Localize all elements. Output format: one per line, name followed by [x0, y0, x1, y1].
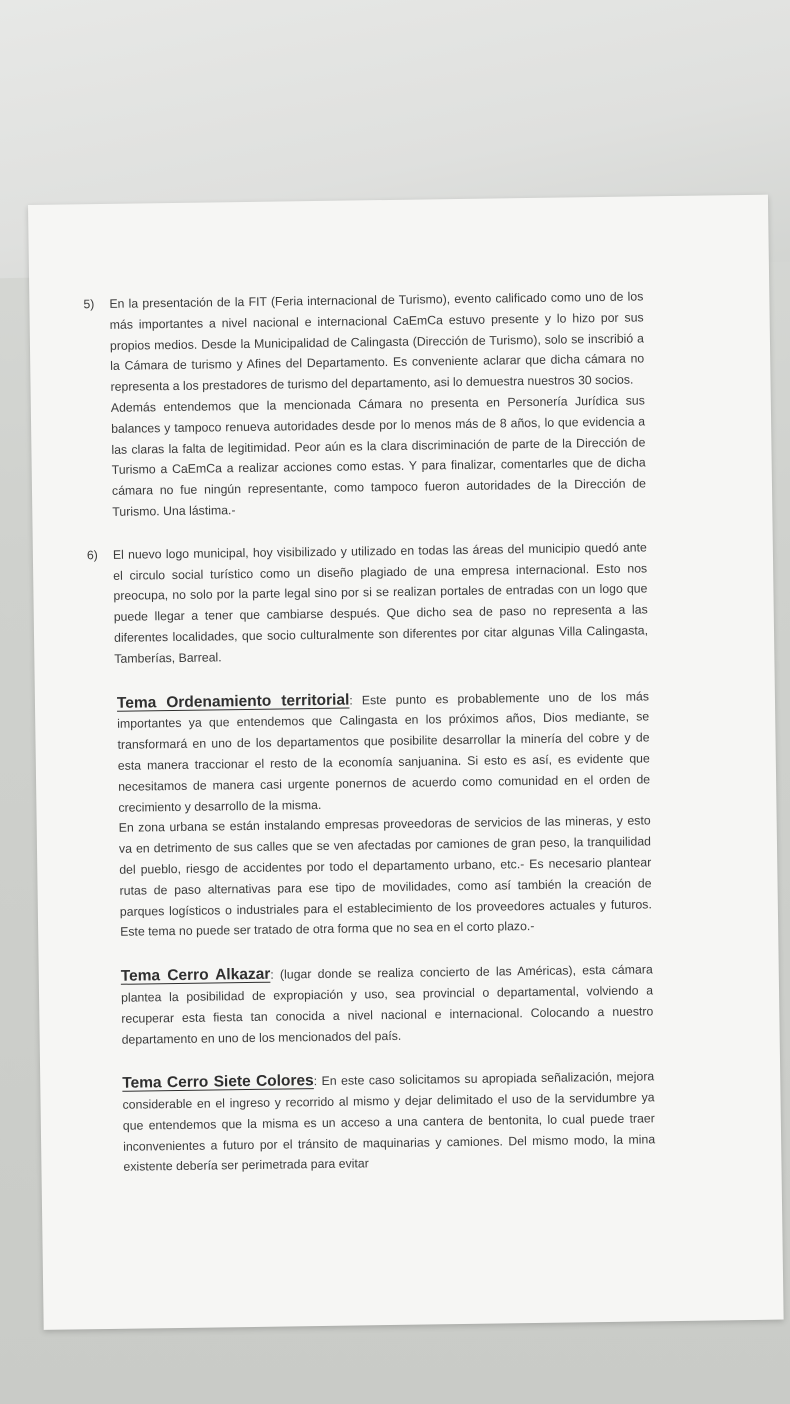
item-paragraph: En la presentación de la FIT (Feria internacional de Turismo), evento calificado como uno de los más importantes a nivel nacional e internacional CaEmCa estuvo presente y lo hizo por sus propios medios. Desde la Municipalidad de Calingasta (Dirección de Turismo), solo se inscribió a la Cámara de turismo y Afines del Departamento. Es conveniente aclarar que dicha cámara no representa a los prestadores de turismo del departamento, asi lo demuestra nuestros 30 socios. — [109, 289, 645, 395]
section-paragraph — [117, 686, 651, 818]
numbered-item-6 — [87, 537, 649, 670]
section-paragraph — [121, 959, 654, 1050]
document-page — [28, 195, 784, 1330]
section-heading: Tema Cerro Siete Colores — [122, 1072, 314, 1093]
section-paragraph — [122, 1067, 655, 1178]
item-paragraph: El nuevo logo municipal, hoy visibilizado y utilizado en todas las áreas del municipio quedó ante el circulo social turístico como un diseño plagiado de una empresa internacional. Esto nos preocupa, no solo por la parte legal sino por si se realizan portales de entradas con un logo que puede llegar a tener que cambiarse después. Que dicho sea de paso no representa a las diferentes localidades, que socio culturalmente son diferentes por citar algunas Villa Calingasta, Tamberías, Barreal. — [112, 540, 649, 666]
section-text: : En este caso solicitamos su apropiada señalización, mejora considerable en el ingreso y recorrido al mismo y dejar delimitado el uso de la servidumbre ya que entendemos que la misma es un acceso a una cantera de bentonita, lo cual puede traer inconvenientes a futuro por el tránsito de maquinarias y camiones. Del mismo modo, la mina existente debería ser perimetrada para evitar — [122, 1069, 656, 1175]
item-number: 6) — [86, 547, 98, 562]
section-ordenamiento-territorial — [89, 686, 652, 943]
section-heading: Tema Cerro Alkazar — [120, 965, 271, 985]
section-text: : Este punto es probablemente uno de los más importantes ya que entendemos que Calingasta en los próximos años, Dios mediante, se transformará en uno de los departamentos que posibilite desarrollar la minería del cobre y de esta manera traccionar el resto de la economía sanjuanina. Si esto es así, es evidente que necesitamos de manera casi urgente ponernos de acuerdo como comunidad en el orden de crecimiento y desarrollo de la misma. — [117, 688, 651, 815]
section-text: : (lugar donde se realiza concierto de las Américas), esta cámara plantea la posibilidad de expropiación y uso, sea provincial o departamental, volviendo a recuperar esta fiesta tan conocida a nivel nacional e internacional. Colocando a nuestro departamento en uno de los mencionados del país. — [120, 962, 654, 1047]
item-paragraph: Además entendemos que la mencionada Cámara no presenta en Personería Jurídica sus balances y tampoco renueva autoridades desde por lo menos más de 8 años, lo que evidencia a las claras la falta de legitimidad. Peor aún es la clara discriminación de parte de la Dirección de Turismo a CaEmCa a realizar acciones como estas. Y para finalizar, comentarles que de dicha cámara no fue ningún representante, como tampoco fueron autoridades de la Dirección de Turismo. Una lástima.- — [110, 393, 647, 519]
section-cerro-siete-colores — [94, 1067, 655, 1179]
item-number: 5) — [83, 297, 95, 312]
numbered-item-5 — [83, 286, 646, 523]
document-body — [83, 286, 655, 1178]
section-cerro-alkazar — [93, 959, 654, 1050]
section-paragraph: En zona urbana se están instalando empresas proveedoras de servicios de las mineras, y esto va en detrimento de sus calles que se ven afectadas por camiones de gran peso, la tranquilidad del pueblo, riesgo de accidentes por todo el departamento urbano, etc.- Es necesario plantear rutas de paso alternativas para ese tipo de movilidades, como así también la creación de parques logísticos o industriales para el establecimiento de los proveedores actuales y futuros. Este tema no puede ser tratado de otra forma que no sea en el corto plazo.- — [118, 813, 652, 940]
section-heading: Tema Ordenamiento territorial — [116, 691, 350, 712]
